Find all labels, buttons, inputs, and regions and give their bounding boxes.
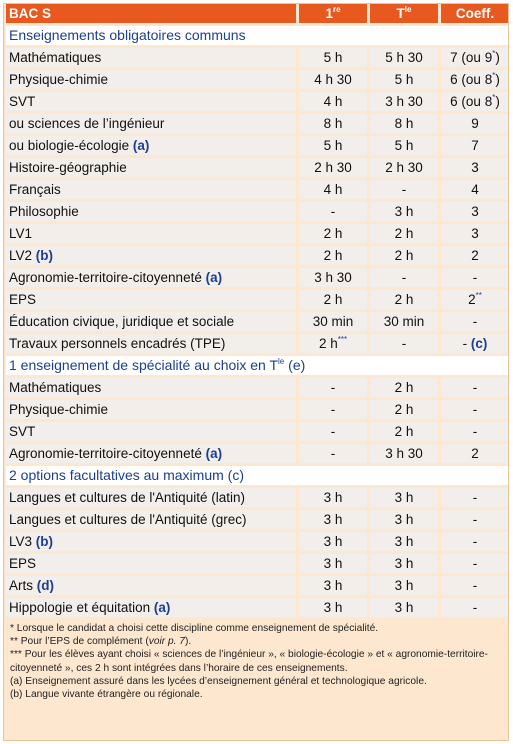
table-row bbox=[6, 400, 509, 419]
hours-first-year: 3 h bbox=[299, 554, 367, 573]
table-header bbox=[6, 4, 509, 23]
footnote-1: * Lorsque le candidat a choisi cette discipline comme enseignement de spécialité. bbox=[10, 623, 379, 634]
header-coefficient: Coeff. bbox=[441, 4, 509, 23]
hours-first-year: 2 h*** bbox=[299, 334, 367, 353]
header-first-year: 1re bbox=[299, 4, 367, 23]
footnote-4: (a) Enseignement assuré dans les lycées d’enseignement général et technologique agricole. bbox=[10, 675, 427, 687]
footnote-ref: (a) bbox=[132, 138, 150, 153]
table-row bbox=[6, 180, 509, 199]
hours-final-year: 2 h bbox=[370, 400, 438, 419]
section-title: 2 options facultatives au maximum (c) bbox=[6, 466, 509, 485]
hours-final-year: - bbox=[370, 268, 438, 287]
table-row bbox=[6, 70, 509, 89]
hours-final-year: 5 h bbox=[370, 70, 438, 89]
subject-label: Philosophie bbox=[6, 202, 296, 221]
hours-final-year: 5 h bbox=[370, 136, 438, 155]
coefficient: - bbox=[441, 532, 509, 551]
hours-first-year: 3 h bbox=[299, 598, 367, 617]
footnote-3: *** Pour les élèves ayant choisi « sciences de l’ingénieur », « biologie-écologie » et « agronomie-territoire-citoyenneté », ces 2 h sont intégrées dans l’horaire de ces enseignements. bbox=[10, 649, 488, 674]
header-title: BAC S bbox=[6, 4, 296, 23]
subject-label: Éducation civique, juridique et sociale bbox=[6, 312, 296, 331]
hours-final-year: 2 h bbox=[370, 422, 438, 441]
table-row bbox=[6, 136, 509, 155]
table-row bbox=[6, 334, 509, 353]
subject-label: Agronomie-territoire-citoyenneté (a) bbox=[6, 268, 296, 287]
subject-label: LV2 (b) bbox=[6, 246, 296, 265]
subject-label: Physique-chimie bbox=[6, 70, 296, 89]
section-header bbox=[6, 466, 509, 485]
subject-label: ou sciences de l’ingénieur bbox=[6, 114, 296, 133]
hours-final-year: 30 min bbox=[370, 312, 438, 331]
subject-label: Histoire-géographie bbox=[6, 158, 296, 177]
hours-final-year: 8 h bbox=[370, 114, 438, 133]
table-row bbox=[6, 532, 509, 551]
subject-label: Français bbox=[6, 180, 296, 199]
hours-first-year: - bbox=[299, 378, 367, 397]
coefficient: - bbox=[441, 598, 509, 617]
coefficient: - bbox=[441, 576, 509, 595]
coefficient: - bbox=[441, 268, 509, 287]
coefficient: 7 bbox=[441, 136, 509, 155]
table-row bbox=[6, 422, 509, 441]
hours-first-year: 5 h bbox=[299, 136, 367, 155]
coefficient: - bbox=[441, 400, 509, 419]
subject-label: Physique-chimie bbox=[6, 400, 296, 419]
hours-first-year: 3 h 30 bbox=[299, 268, 367, 287]
hours-first-year: - bbox=[299, 202, 367, 221]
hours-first-year: 2 h 30 bbox=[299, 158, 367, 177]
subject-label: EPS bbox=[6, 290, 296, 309]
hours-first-year: 3 h bbox=[299, 576, 367, 595]
subject-label: SVT bbox=[6, 92, 296, 111]
table-row bbox=[6, 48, 509, 67]
coefficient: - bbox=[441, 312, 509, 331]
hours-final-year: 2 h bbox=[370, 378, 438, 397]
subject-label: Travaux personnels encadrés (TPE) bbox=[6, 334, 296, 353]
table-row bbox=[6, 158, 509, 177]
table-row bbox=[6, 598, 509, 617]
footnote-ref: (d) bbox=[36, 578, 55, 593]
hours-first-year: 3 h bbox=[299, 488, 367, 507]
coefficient: - bbox=[441, 422, 509, 441]
hours-final-year: 3 h bbox=[370, 532, 438, 551]
table-row bbox=[6, 378, 509, 397]
hours-first-year: - bbox=[299, 444, 367, 463]
hours-first-year: 8 h bbox=[299, 114, 367, 133]
schedule-table bbox=[3, 3, 509, 620]
coefficient: - bbox=[441, 554, 509, 573]
hours-first-year: 2 h bbox=[299, 246, 367, 265]
section-title: 1 enseignement de spécialité au choix en $T^{le}$ (e) bbox=[6, 356, 509, 375]
subject-label: SVT bbox=[6, 422, 296, 441]
coefficient: 9 bbox=[441, 114, 509, 133]
subject-label: EPS bbox=[6, 554, 296, 573]
table-row bbox=[6, 488, 509, 507]
subject-label: ou biologie-écologie (a) bbox=[6, 136, 296, 155]
hours-first-year: 3 h bbox=[299, 532, 367, 551]
footnote-ref: (a) bbox=[153, 600, 171, 615]
table-row bbox=[6, 202, 509, 221]
subject-label: Agronomie-territoire-citoyenneté (a) bbox=[6, 444, 296, 463]
coefficient: - (c) bbox=[441, 334, 509, 353]
footnote-ref: (b) bbox=[35, 534, 54, 549]
hours-final-year: 2 h 30 bbox=[370, 158, 438, 177]
hours-first-year: 5 h bbox=[299, 48, 367, 67]
coefficient: 3 bbox=[441, 158, 509, 177]
hours-final-year: 3 h 30 bbox=[370, 444, 438, 463]
footnote-ref: (b) bbox=[35, 248, 54, 263]
hours-first-year: 30 min bbox=[299, 312, 367, 331]
table-row bbox=[6, 576, 509, 595]
hours-first-year: 2 h bbox=[299, 290, 367, 309]
hours-final-year: 5 h 30 bbox=[370, 48, 438, 67]
subject-label: LV3 (b) bbox=[6, 532, 296, 551]
hours-first-year: 3 h bbox=[299, 510, 367, 529]
hours-final-year: 2 h bbox=[370, 290, 438, 309]
table-row bbox=[6, 554, 509, 573]
hours-final-year: 3 h bbox=[370, 554, 438, 573]
subject-label: LV1 bbox=[6, 224, 296, 243]
table-row bbox=[6, 246, 509, 265]
subject-label: Arts (d) bbox=[6, 576, 296, 595]
hours-final-year: 3 h bbox=[370, 576, 438, 595]
hours-final-year: - bbox=[370, 180, 438, 199]
header-final-year: $T^{le}$ bbox=[370, 4, 438, 23]
hours-final-year: 3 h bbox=[370, 510, 438, 529]
hours-final-year: 3 h 30 bbox=[370, 92, 438, 111]
coefficient: 2** bbox=[441, 290, 509, 309]
section-title: Enseignements obligatoires communs bbox=[6, 26, 509, 45]
subject-label: Hippologie et équitation (a) bbox=[6, 598, 296, 617]
hours-first-year: - bbox=[299, 422, 367, 441]
curriculum-panel bbox=[3, 3, 509, 741]
hours-first-year: - bbox=[299, 400, 367, 419]
coefficient: 7 (ou 9*) bbox=[441, 48, 509, 67]
table-row bbox=[6, 510, 509, 529]
hours-first-year: 4 h bbox=[299, 180, 367, 199]
table-row bbox=[6, 224, 509, 243]
coefficient: 6 (ou 8*) bbox=[441, 92, 509, 111]
hours-final-year: - bbox=[370, 334, 438, 353]
coefficient: 4 bbox=[441, 180, 509, 199]
section-header bbox=[6, 356, 509, 375]
footnote-ref: (a) bbox=[205, 270, 223, 285]
table-row bbox=[6, 268, 509, 287]
hours-final-year: 3 h bbox=[370, 202, 438, 221]
hours-first-year: 4 h 30 bbox=[299, 70, 367, 89]
hours-first-year: 2 h bbox=[299, 224, 367, 243]
coefficient: - bbox=[441, 378, 509, 397]
subject-label: Mathématiques bbox=[6, 48, 296, 67]
footnotes bbox=[4, 620, 508, 701]
coefficient: - bbox=[441, 510, 509, 529]
coefficient: 2 bbox=[441, 444, 509, 463]
footnote-ref: (a) bbox=[205, 446, 223, 461]
hours-first-year: 4 h bbox=[299, 92, 367, 111]
subject-label: Mathématiques bbox=[6, 378, 296, 397]
coefficient: 2 bbox=[441, 246, 509, 265]
subject-label: Langues et cultures de l'Antiquité (latin) bbox=[6, 488, 296, 507]
hours-final-year: 3 h bbox=[370, 488, 438, 507]
table-row bbox=[6, 290, 509, 309]
footnote-5: (b) Langue vivante étrangère ou régionale. bbox=[10, 689, 203, 701]
hours-final-year: 3 h bbox=[370, 598, 438, 617]
table-row bbox=[6, 312, 509, 331]
coefficient: 3 bbox=[441, 224, 509, 243]
coefficient: - bbox=[441, 488, 509, 507]
hours-final-year: 2 h bbox=[370, 224, 438, 243]
hours-final-year: 2 h bbox=[370, 246, 438, 265]
table-row bbox=[6, 444, 509, 463]
coefficient: 6 (ou 8*) bbox=[441, 70, 509, 89]
footnote-2: ** Pour l’EPS de complément (voir p. 7). bbox=[10, 636, 192, 648]
section-header bbox=[6, 26, 509, 45]
coefficient: 3 bbox=[441, 202, 509, 221]
table-row bbox=[6, 92, 509, 111]
table-row bbox=[6, 114, 509, 133]
subject-label: Langues et cultures de l'Antiquité (grec) bbox=[6, 510, 296, 529]
